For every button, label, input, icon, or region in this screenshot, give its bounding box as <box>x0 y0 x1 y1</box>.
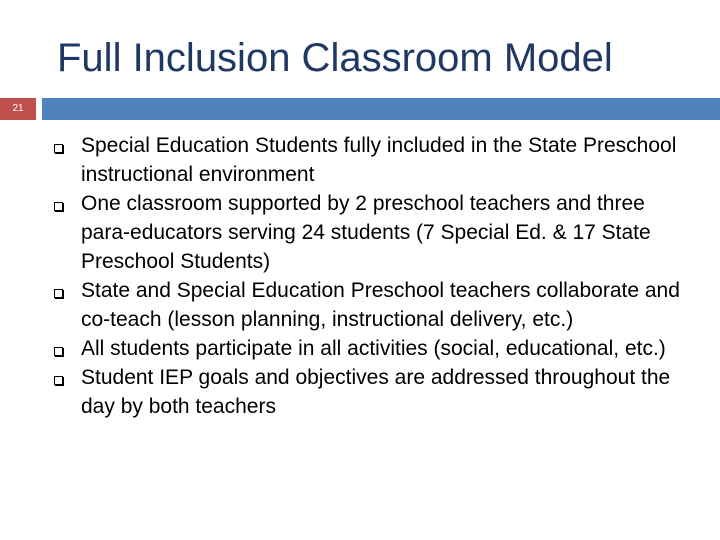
bullet-item <box>54 189 694 276</box>
bullet-text: Student IEP goals and objectives are addressed throughout the day by both teachers <box>81 366 671 418</box>
bullet-item <box>54 131 694 189</box>
bullet-text: All students participate in all activities (social, educational, etc.) <box>81 337 666 360</box>
bullet-item <box>54 363 694 421</box>
bullet-text: Special Education Students fully included in the State Preschool instructional environment <box>81 134 677 186</box>
bullet-item <box>54 276 694 334</box>
checkbox-square-icon <box>54 376 63 385</box>
checkbox-square-icon <box>54 289 63 298</box>
bullet-list <box>54 131 694 421</box>
slide-number-badge: 21 <box>0 98 36 120</box>
bullet-item <box>54 334 694 363</box>
bullet-text: One classroom supported by 2 preschool teachers and three para-educators serving 24 students (7 Special Ed. & 17 State Preschool Students) <box>81 192 651 273</box>
bullet-text: State and Special Education Preschool teachers collaborate and co-teach (lesson planning, instructional delivery, etc.) <box>81 279 680 331</box>
checkbox-square-icon <box>54 202 63 211</box>
title-divider-bar <box>42 98 720 120</box>
checkbox-square-icon <box>54 347 63 356</box>
checkbox-square-icon <box>54 144 63 153</box>
slide-title: Full Inclusion Classroom Model <box>57 36 613 80</box>
